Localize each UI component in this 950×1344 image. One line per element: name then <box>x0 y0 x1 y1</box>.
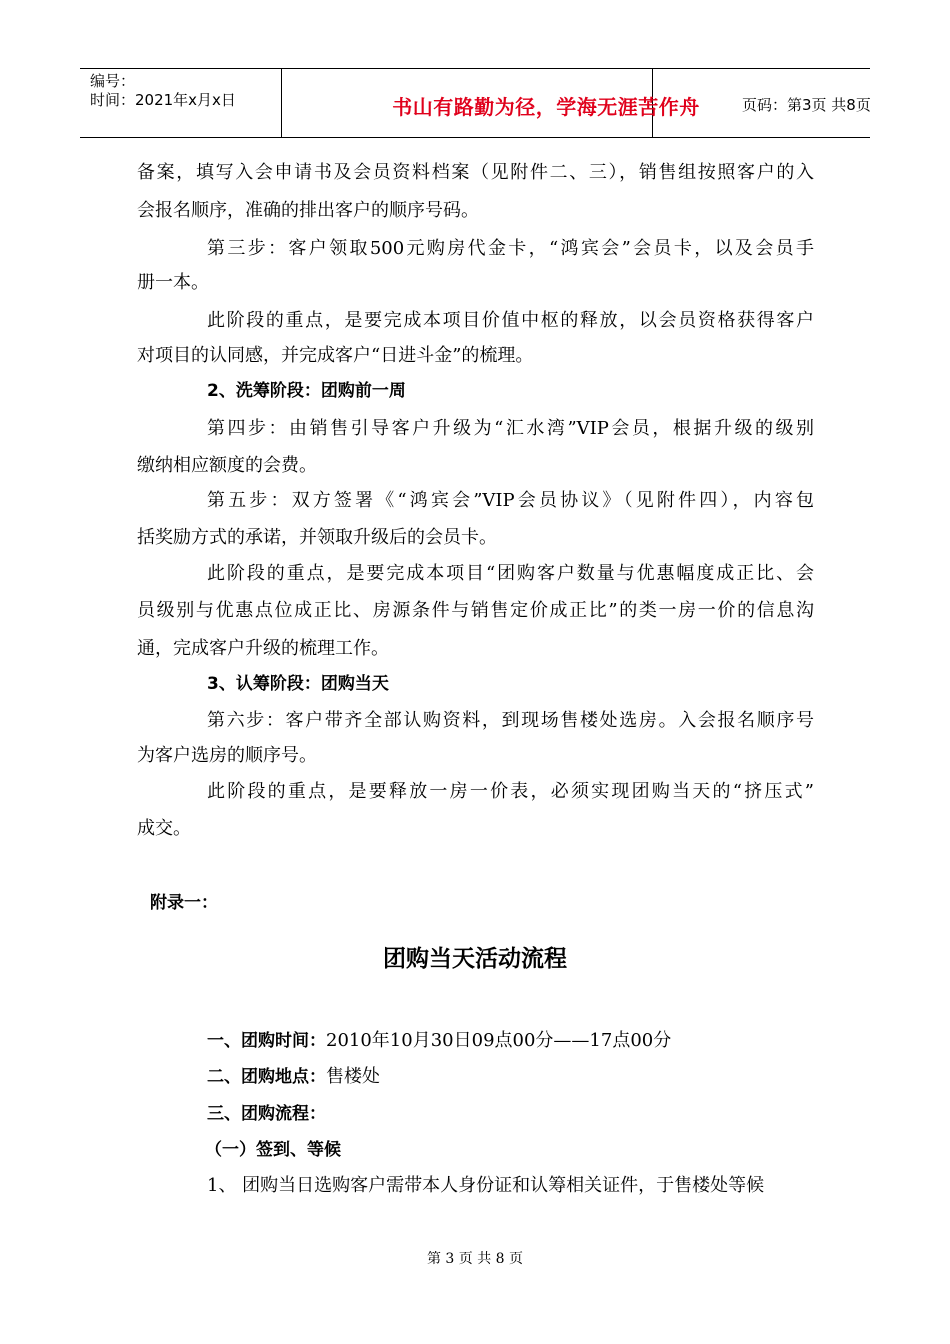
paragraph-line: 册一本。 <box>137 272 209 293</box>
document-title: 团购当天活动流程 <box>383 946 567 972</box>
location-label: 二、团购地点： <box>207 1067 326 1087</box>
section-heading: 3、认筹阶段：团购当天 <box>207 674 389 694</box>
location-value: 售楼处 <box>326 1066 380 1087</box>
header-motto: 书山有路勤为径，学海无涯苦作舟 <box>392 95 700 119</box>
section-heading: 2、洗筹阶段：团购前一周 <box>207 381 406 401</box>
paragraph-line: 备案，填写入会申请书及会员资料档案（见附件二、三），销售组按照客户的入 <box>137 162 814 183</box>
paragraph-line: 成交。 <box>137 818 191 839</box>
paragraph-line: 对项目的认同感，并完成客户“日进斗金”的梳理。 <box>137 345 534 366</box>
time-value: 2010年10月30日09点00分——17点00分 <box>326 1030 672 1051</box>
location-line <box>207 1066 380 1088</box>
appendix-label: 附录一： <box>150 893 218 913</box>
paragraph-line: 第五步：双方签署《“鸿宾会”VIP会员协议》（见附件四），内容包 <box>207 490 814 511</box>
header-page-label: 页码：第3页 共8页 <box>742 96 871 114</box>
paragraph-line: 此阶段的重点，是要完成本项目“团购客户数量与优惠幅度成正比、会 <box>207 563 814 584</box>
paragraph-line: 括奖励方式的承诺，并领取升级后的会员卡。 <box>137 527 497 548</box>
paragraph-line: 通，完成客户升级的梳理工作。 <box>137 638 389 659</box>
process-heading: 三、团购流程： <box>207 1104 326 1124</box>
header-number-label: 编号： <box>90 72 136 90</box>
subsection-heading: （一）签到、等候 <box>205 1140 341 1160</box>
schedule-line <box>207 1030 671 1052</box>
page-header <box>80 68 870 138</box>
paragraph-line: 第三步：客户领取500元购房代金卡，“鸿宾会”会员卡，以及会员手 <box>207 238 814 259</box>
paragraph-line: 员级别与优惠点位成正比、房源条件与销售定价成正比”的类一房一价的信息沟 <box>137 600 814 621</box>
list-item: 1、 团购当日选购客户需带本人身份证和认筹相关证件，于售楼处等候 <box>207 1175 765 1196</box>
page-footer: 第 3 页 共 8 页 <box>426 1251 524 1267</box>
paragraph-line: 此阶段的重点，是要完成本项目价值中枢的释放，以会员资格获得客户 <box>207 310 814 331</box>
header-divider <box>281 69 282 137</box>
paragraph-line: 第四步：由销售引导客户升级为“汇水湾”VIP会员，根据升级的级别 <box>207 418 814 439</box>
paragraph-line: 为客户选房的顺序号。 <box>137 745 317 766</box>
paragraph-line: 第六步：客户带齐全部认购资料，到现场售楼处选房。入会报名顺序号 <box>207 710 814 731</box>
header-left <box>90 72 236 110</box>
header-time-label: 时间：2021年x月x日 <box>90 91 236 109</box>
time-label: 一、团购时间： <box>207 1031 326 1051</box>
paragraph-line: 缴纳相应额度的会费。 <box>137 455 317 476</box>
paragraph-line: 会报名顺序，准确的排出客户的顺序号码。 <box>137 200 479 221</box>
paragraph-line: 此阶段的重点，是要释放一房一价表，必须实现团购当天的“挤压式” <box>207 781 814 802</box>
